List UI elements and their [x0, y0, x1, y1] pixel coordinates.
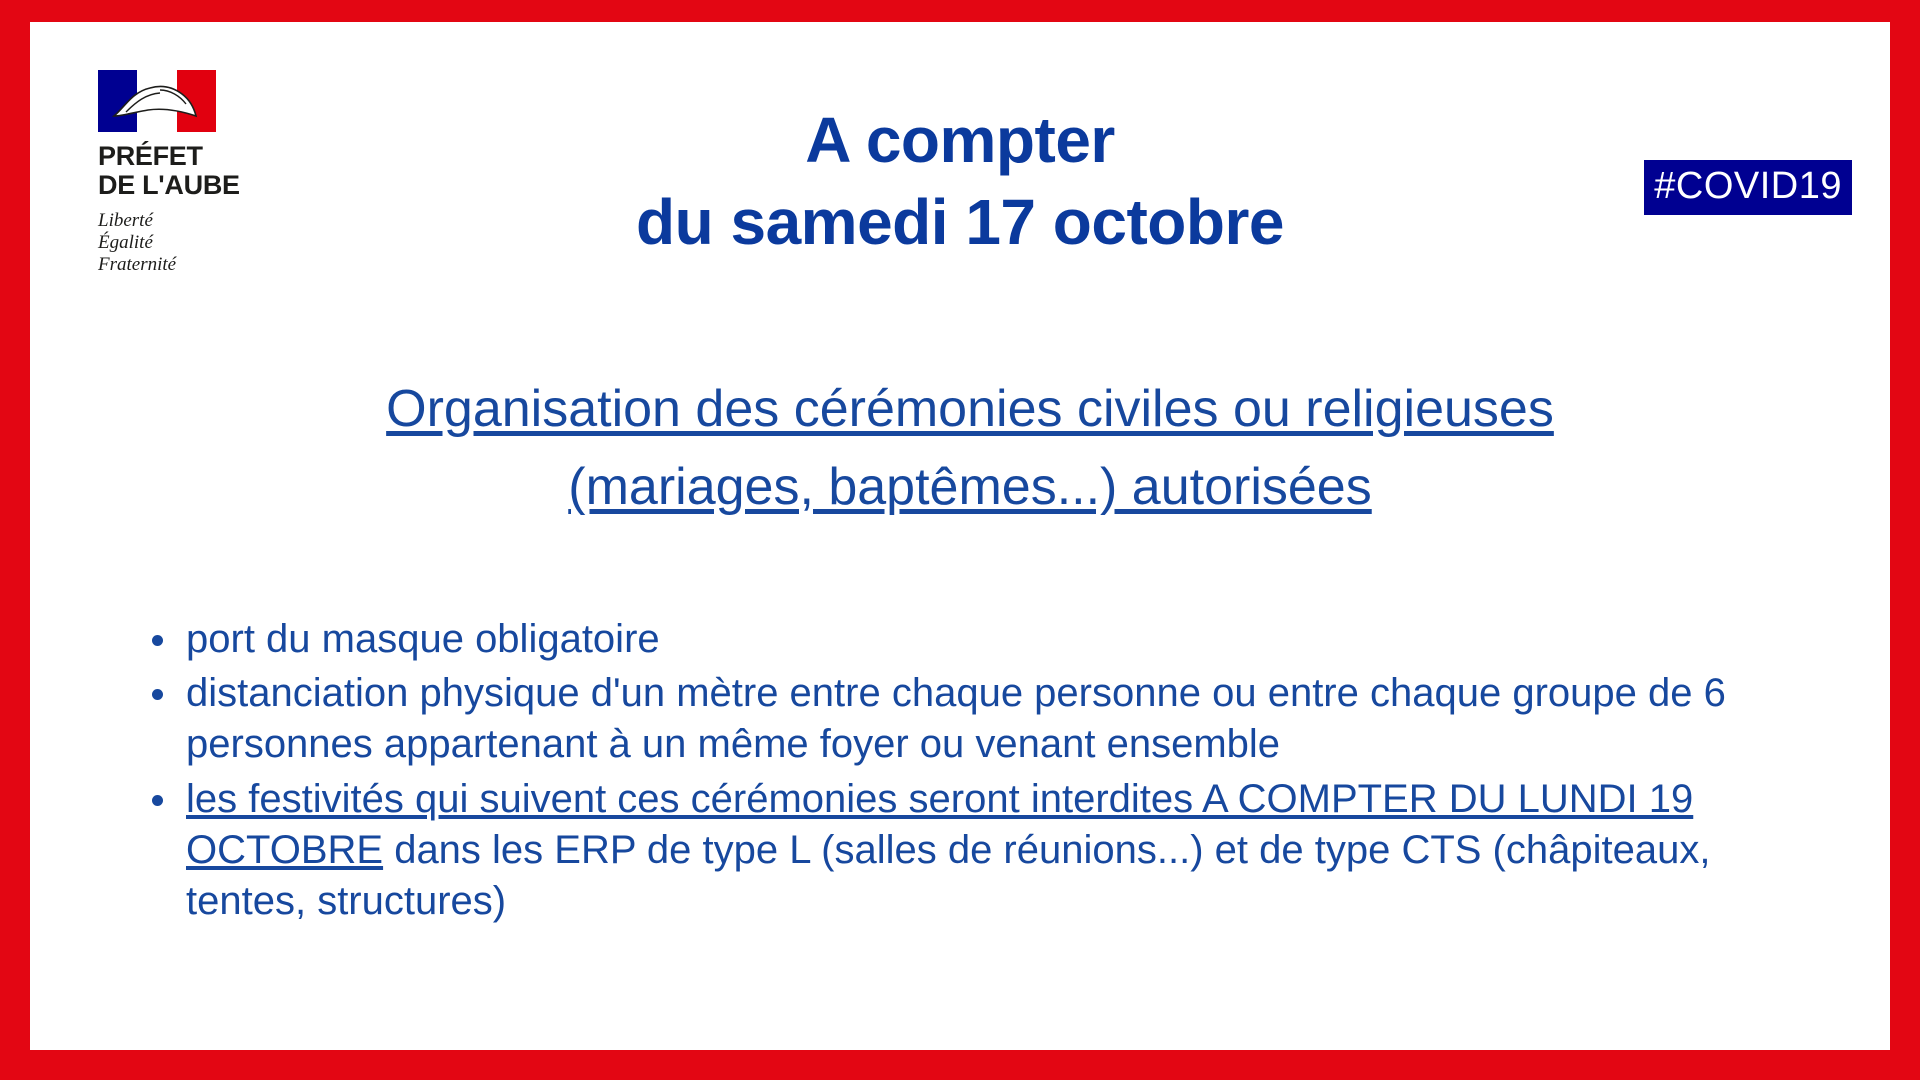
subtitle-line2: (mariages, baptêmes...) autorisées [568, 458, 1372, 516]
subtitle-line1: Organisation des cérémonies civiles ou religieuses [386, 380, 1554, 438]
motto-liberte: Liberté [98, 210, 153, 232]
list-item-emphasis: les festivités qui suivent ces cérémonies seront interdites A COMPTER DU LUNDI 19 OCTOBRE [186, 776, 1694, 872]
list-item [186, 614, 1780, 665]
subtitle [180, 370, 1760, 526]
prefecture-name-line2: DE L'AUBE [98, 170, 240, 201]
list-item-text: distanciation physique d'un mètre entre chaque personne ou entre chaque groupe de 6 personnes appartenant à un même foyer ou venant ensemble [186, 671, 1726, 767]
list-item [186, 774, 1780, 928]
list-item-text: dans les ERP de type L (salles de réunions...) et de type CTS (châpiteaux, tentes, structures) [186, 827, 1711, 923]
page-title [30, 100, 1890, 264]
poster-content-area [30, 22, 1890, 1050]
covid19-hashtag-badge: #COVID19 [1644, 160, 1852, 215]
prefecture-name-line1: PRÉFET [98, 141, 203, 171]
page-title-line2: du samedi 17 octobre [636, 185, 1284, 258]
rules-list [130, 614, 1780, 930]
motto-fraternite: Fraternité [98, 254, 177, 276]
page-title-line1: A compter [805, 104, 1115, 176]
list-item [186, 668, 1780, 770]
list-item-text: port du masque obligatoire [186, 617, 660, 661]
motto-egalite: Égalité [98, 232, 153, 254]
